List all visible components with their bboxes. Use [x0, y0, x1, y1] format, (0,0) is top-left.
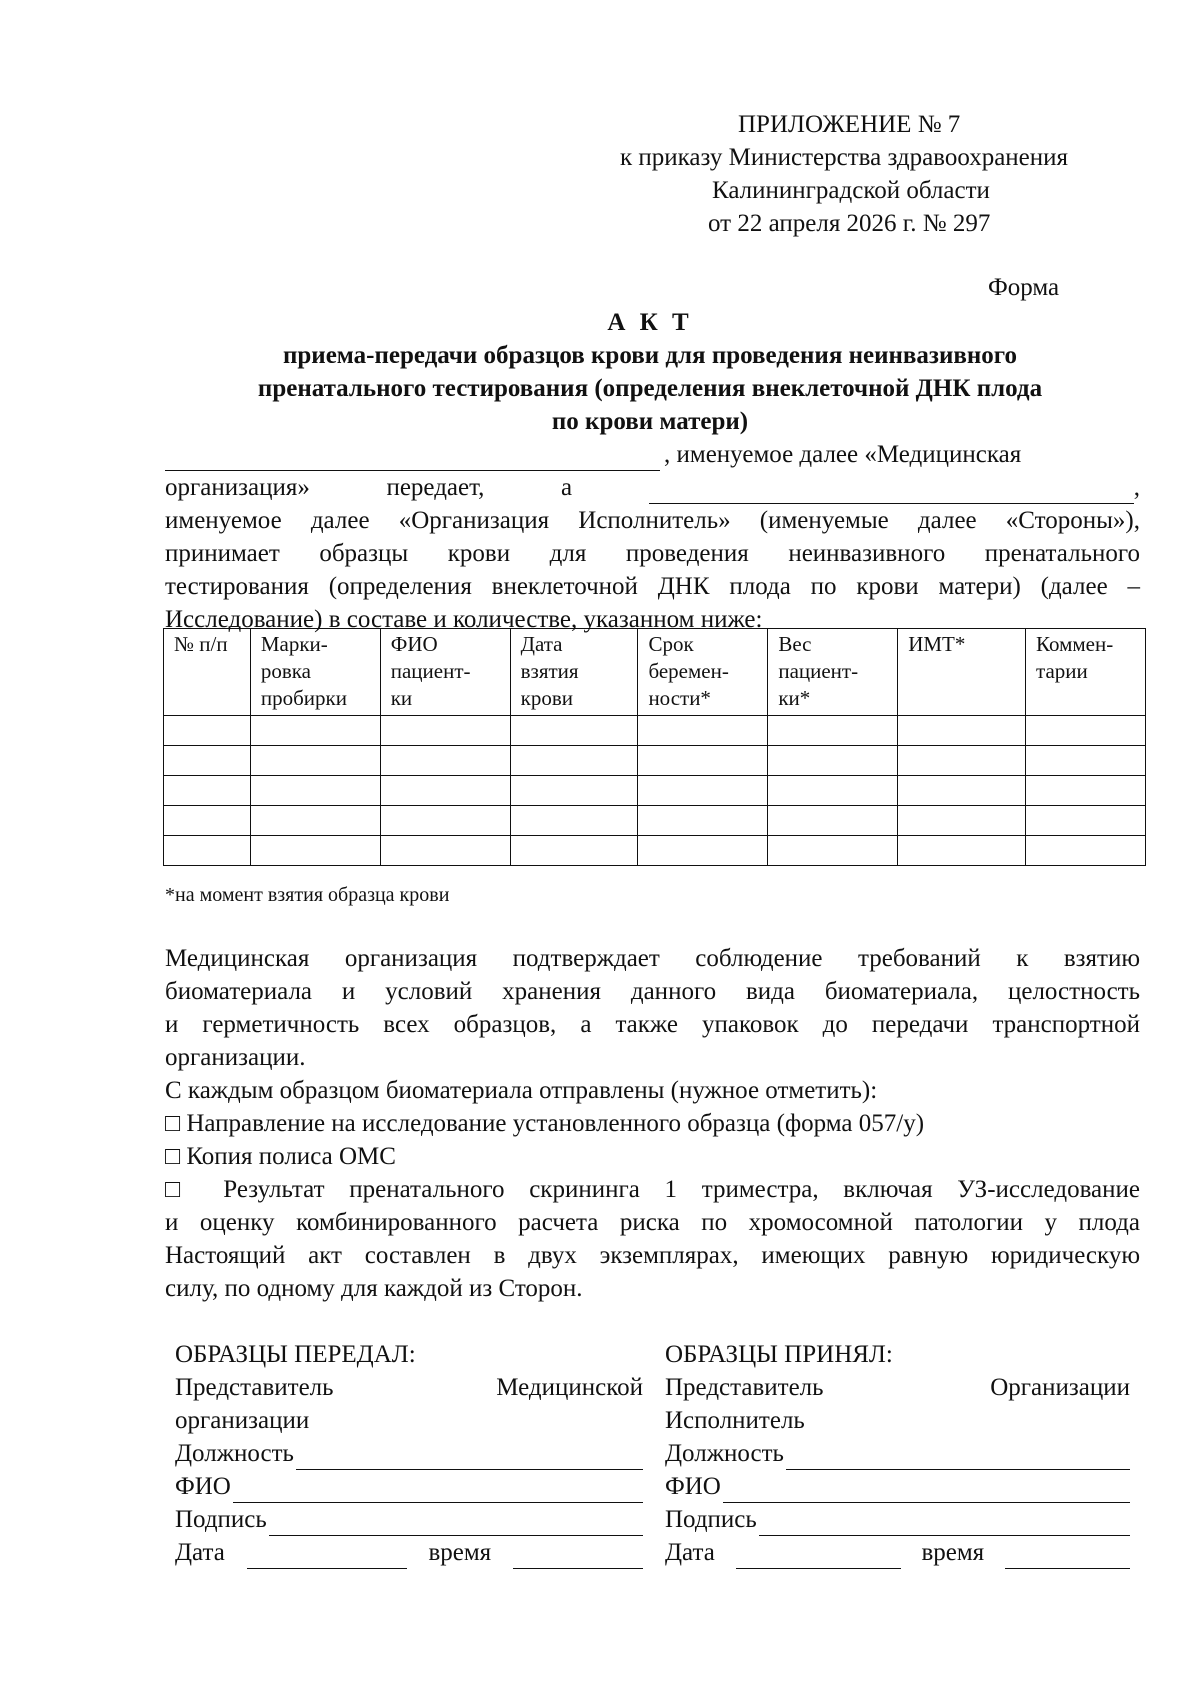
table-cell[interactable]: [380, 776, 510, 806]
sender-name-label: ФИО: [175, 1473, 231, 1500]
table-cell[interactable]: [898, 746, 1026, 776]
table-cell[interactable]: [510, 776, 638, 806]
checkbox-screening-result[interactable]: □ Результат пренатального скрининга 1 триместра, включая УЗ-исследование: [165, 1176, 1140, 1203]
col-header-bmi: ИМТ*: [898, 629, 1026, 716]
col-header-weight: Вес пациент- ки*: [768, 629, 898, 716]
sender-org-word: Медицинской: [496, 1374, 643, 1401]
table-cell[interactable]: [164, 776, 251, 806]
appendix-order-ref: к приказу Министерства здравоохранения: [620, 144, 1069, 171]
table-cell[interactable]: [250, 746, 380, 776]
confirm-line-4: организации.: [165, 1044, 306, 1071]
sender-signature-label: Подпись: [175, 1506, 267, 1533]
receiver-time-field[interactable]: [1005, 1544, 1130, 1569]
receiver-signature-field[interactable]: [759, 1511, 1130, 1536]
receiver-rep-word: Представитель: [665, 1374, 824, 1401]
receiver-position-label: Должность: [665, 1440, 784, 1467]
table-cell[interactable]: [164, 836, 251, 866]
table-cell[interactable]: [898, 776, 1026, 806]
table-cell[interactable]: [638, 836, 768, 866]
table-cell[interactable]: [250, 806, 380, 836]
intro-word-transfers: передает,: [386, 474, 485, 501]
intro-line-4: принимает образцы крови для проведения неинвазивного пренатального: [165, 540, 1140, 567]
table-cell[interactable]: [164, 746, 251, 776]
table-cell[interactable]: [898, 716, 1026, 746]
intro-line-6: Исследование) в составе и количестве, указанном ниже:: [165, 606, 763, 633]
sender-position-field[interactable]: [296, 1445, 643, 1470]
confirm-line-1: Медицинская организация подтверждает соблюдение требований к взятию: [165, 945, 1140, 972]
col-header-label: Марки- ровка пробирки: [250, 629, 380, 716]
table-cell[interactable]: [380, 716, 510, 746]
table-cell[interactable]: [768, 806, 898, 836]
appendix-region: Калининградской области: [712, 177, 990, 204]
table-cell[interactable]: [164, 806, 251, 836]
receiver-date-field[interactable]: [736, 1544, 901, 1569]
sender-rep-line-2: организации: [175, 1407, 310, 1434]
table-header-row: [164, 629, 1146, 716]
receiver-name-label: ФИО: [665, 1473, 721, 1500]
sender-time-label: время: [428, 1539, 492, 1566]
sender-position-label: Должность: [175, 1440, 294, 1467]
sender-signature-block: [175, 1338, 643, 1569]
col-header-number: № п/п: [164, 629, 251, 716]
copies-statement-1: Настоящий акт составлен в двух экземплярах, имеющих равную юридическую: [165, 1242, 1140, 1269]
table-cell[interactable]: [768, 776, 898, 806]
confirmation-section: [165, 942, 1140, 1305]
intro-comma: ,: [1133, 474, 1140, 501]
table-cell[interactable]: [768, 746, 898, 776]
table-row: [164, 716, 1146, 746]
table-cell[interactable]: [380, 746, 510, 776]
receiver-time-label: время: [921, 1539, 985, 1566]
table-cell[interactable]: [898, 836, 1026, 866]
receiver-signature-block: [665, 1338, 1130, 1569]
table-cell[interactable]: [164, 716, 251, 746]
checkbox-referral[interactable]: □ Направление на исследование установленного образца (форма 057/у): [165, 1110, 925, 1137]
col-header-pregnancy-term: Срок беремен- ности*: [638, 629, 768, 716]
sender-time-field[interactable]: [513, 1544, 643, 1569]
table-cell[interactable]: [250, 776, 380, 806]
table-row: [164, 746, 1146, 776]
sender-date-label: Дата: [175, 1539, 225, 1566]
sender-heading: ОБРАЗЦЫ ПЕРЕДАЛ:: [175, 1341, 416, 1368]
intro-paragraph: [165, 438, 1140, 636]
intro-word-organization: организация»: [165, 474, 310, 501]
receiver-date-label: Дата: [665, 1539, 715, 1566]
table-row: [164, 776, 1146, 806]
receiver-position-field[interactable]: [786, 1445, 1130, 1470]
table-cell[interactable]: [380, 806, 510, 836]
table-cell[interactable]: [250, 836, 380, 866]
form-label: Форма: [988, 274, 1060, 301]
medical-org-name-field[interactable]: [165, 446, 660, 471]
table-cell[interactable]: [510, 716, 638, 746]
title-act: А К Т: [607, 309, 693, 336]
intro-line-3: именуемое далее «Организация Исполнитель» (именуемые далее «Стороны»),: [165, 507, 1140, 534]
table-cell[interactable]: [768, 716, 898, 746]
confirm-line-3: и герметичность всех образцов, а также упаковок до передачи транспортной: [165, 1011, 1140, 1038]
table-footnote: *на момент взятия образца крови: [165, 884, 450, 906]
sender-date-field[interactable]: [247, 1544, 407, 1569]
title-line-2: приема-передачи образцов крови для проведения неинвазивного: [282, 342, 1017, 369]
samples-table: [163, 628, 1146, 866]
sender-signature-field[interactable]: [269, 1511, 643, 1536]
table-cell[interactable]: [638, 776, 768, 806]
intro-word-and: а: [561, 474, 573, 501]
table-cell[interactable]: [1026, 746, 1146, 776]
col-header-comments: Коммен- тарии: [1026, 629, 1146, 716]
table-body: [164, 716, 1146, 866]
table-cell[interactable]: [898, 806, 1026, 836]
sender-name-field[interactable]: [233, 1478, 643, 1503]
title-line-4: по крови матери): [551, 408, 749, 435]
intro-line-1-text: , именуемое далее «Медицинская: [664, 441, 1022, 468]
table-cell[interactable]: [638, 746, 768, 776]
appendix-header: [620, 108, 1140, 240]
receiver-org-word: Организации: [990, 1374, 1130, 1401]
intro-line-5: тестирования (определения внеклеточной ДНК плода по крови матери) (далее –: [165, 573, 1140, 600]
title-line-3: пренатального тестирования (определения внеклеточной ДНК плода: [257, 375, 1043, 402]
table-cell[interactable]: [1026, 716, 1146, 746]
table-cell[interactable]: [1026, 806, 1146, 836]
receiver-heading: ОБРАЗЦЫ ПРИНЯЛ:: [665, 1341, 893, 1368]
table-cell[interactable]: [1026, 836, 1146, 866]
receiver-rep-line-2: Исполнитель: [665, 1407, 805, 1434]
table-cell[interactable]: [510, 746, 638, 776]
receiver-signature-label: Подпись: [665, 1506, 757, 1533]
checkbox-oms-policy[interactable]: □ Копия полиса ОМС: [165, 1143, 396, 1170]
table-row: [164, 806, 1146, 836]
confirm-line-2: биоматериала и условий хранения данного вида биоматериала, целостность: [165, 978, 1140, 1005]
table-cell[interactable]: [250, 716, 380, 746]
receiver-name-field[interactable]: [723, 1478, 1130, 1503]
attachments-intro: С каждым образцом биоматериала отправлены (нужное отметить):: [165, 1077, 878, 1104]
table-cell[interactable]: [380, 836, 510, 866]
screening-result-continuation: и оценку комбинированного расчета риска по хромосомной патологии у плода: [165, 1209, 1140, 1236]
col-header-blood-date: Дата взятия крови: [510, 629, 638, 716]
table-row: [164, 836, 1146, 866]
table-cell[interactable]: [638, 806, 768, 836]
table-cell[interactable]: [768, 836, 898, 866]
sender-rep-word: Представитель: [175, 1374, 334, 1401]
table-cell[interactable]: [510, 836, 638, 866]
document-title: [160, 306, 1140, 438]
table-cell[interactable]: [510, 806, 638, 836]
appendix-number: ПРИЛОЖЕНИЕ № 7: [738, 111, 961, 138]
table-cell[interactable]: [638, 716, 768, 746]
table-cell[interactable]: [1026, 776, 1146, 806]
executor-org-name-field[interactable]: [649, 479, 1134, 504]
col-header-patient-name: ФИО пациент- ки: [380, 629, 510, 716]
copies-statement-2: силу, по одному для каждой из Сторон.: [165, 1275, 583, 1302]
appendix-date: от 22 апреля 2026 г. № 297: [708, 210, 991, 237]
